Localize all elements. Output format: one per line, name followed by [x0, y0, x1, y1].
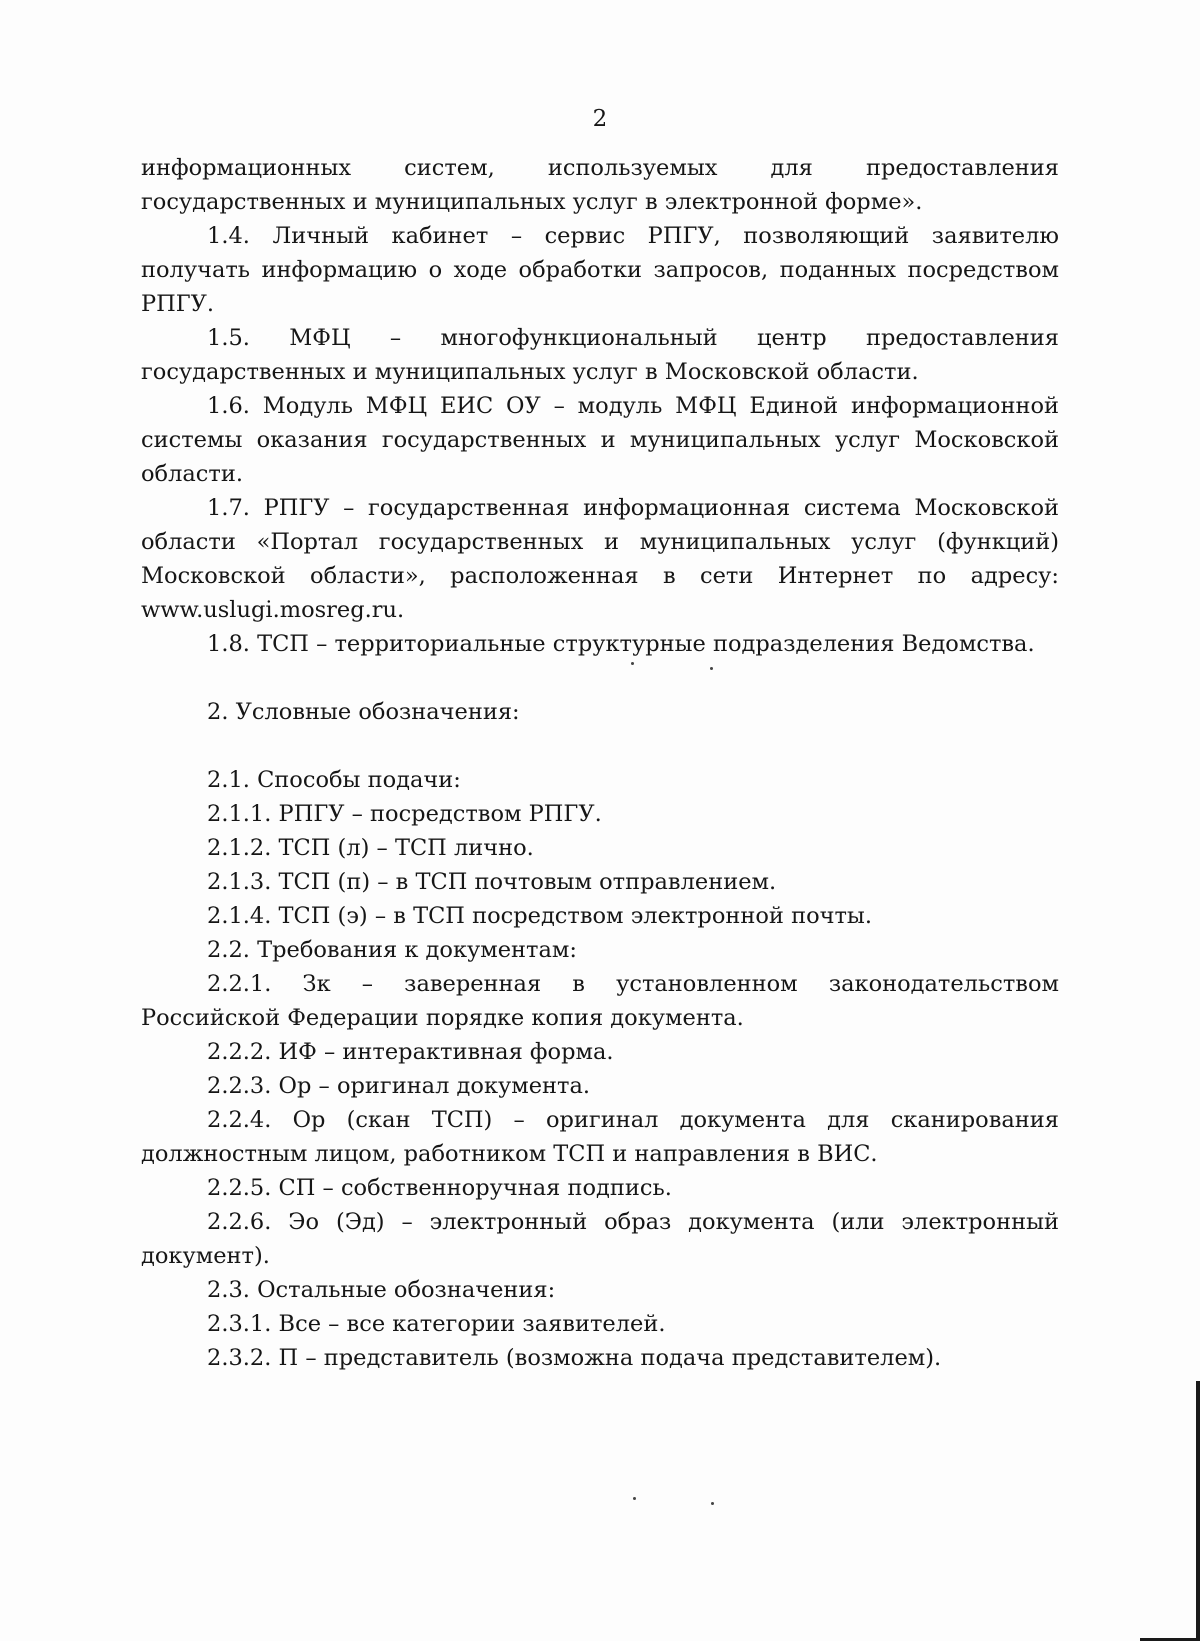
- paragraph-continuation: информационных систем, используемых для предоставления государственных и муниципальных услуг в электронной форме».: [141, 155, 1059, 215]
- scan-speck: [711, 1502, 714, 1505]
- paragraph-2-2-5: 2.2.5. СП – собственноручная подпись.: [207, 1175, 672, 1201]
- paragraph-1-4: 1.4. Личный кабинет – сервис РПГУ, позволяющий заявителю получать информацию о ходе обработки запросов, поданных посредством РПГУ.: [141, 223, 1059, 317]
- paragraph-1-5: 1.5. МФЦ – многофункциональный центр предоставления государственных и муниципальных услуг в Московской области.: [141, 325, 1059, 385]
- paragraph-2-3-2: 2.3.2. П – представитель (возможна подача представителем).: [207, 1345, 942, 1371]
- page-number: 2: [592, 106, 608, 132]
- scan-speck: [631, 662, 634, 665]
- paragraph-2-2: 2.2. Требования к документам:: [207, 937, 577, 963]
- paragraph-1-8: 1.8. ТСП – территориальные структурные подразделения Ведомства.: [207, 631, 1035, 657]
- document-body: [141, 151, 1059, 1375]
- paragraph-2-1-3: 2.1.3. ТСП (п) – в ТСП почтовым отправлением.: [207, 869, 777, 895]
- paragraph-2-3-1: 2.3.1. Все – все категории заявителей.: [207, 1311, 666, 1337]
- paragraph-1-7: 1.7. РПГУ – государственная информационная система Московской области «Портал государственных и муниципальных услуг (функций) Московской области», расположенная в сети Интернет по адресу: www.uslugi.mosreg.ru.: [141, 495, 1059, 623]
- paragraph-2-2-2: 2.2.2. ИФ – интерактивная форма.: [207, 1039, 614, 1065]
- paragraph-2-2-4: 2.2.4. Ор (скан ТСП) – оригинал документа для сканирования должностным лицом, работником ТСП и направления в ВИС.: [141, 1107, 1059, 1167]
- scan-speck: [633, 1497, 636, 1500]
- paragraph-2-2-1: 2.2.1. Зк – заверенная в установленном законодательством Российской Федерации порядке копия документа.: [141, 971, 1059, 1031]
- scan-speck: [710, 667, 713, 670]
- section-spacer: [141, 729, 1059, 763]
- section-spacer: [141, 661, 1059, 695]
- paragraph-2-3: 2.3. Остальные обозначения:: [207, 1277, 556, 1303]
- scan-edge-shadow: [1196, 1381, 1200, 1641]
- section-heading-2: 2. Условные обозначения:: [207, 699, 520, 725]
- paragraph-2-2-3: 2.2.3. Ор – оригинал документа.: [207, 1073, 591, 1099]
- paragraph-1-6: 1.6. Модуль МФЦ ЕИС ОУ – модуль МФЦ Единой информационной системы оказания государственных и муниципальных услуг Московской области.: [141, 393, 1059, 487]
- paragraph-2-1-1: 2.1.1. РПГУ – посредством РПГУ.: [207, 801, 602, 827]
- paragraph-2-1-4: 2.1.4. ТСП (э) – в ТСП посредством электронной почты.: [207, 903, 872, 929]
- paragraph-2-1-2: 2.1.2. ТСП (л) – ТСП лично.: [207, 835, 534, 861]
- paragraph-2-2-6: 2.2.6. Эо (Эд) – электронный образ документа (или электронный документ).: [141, 1209, 1059, 1269]
- paragraph-2-1: 2.1. Способы подачи:: [207, 767, 461, 793]
